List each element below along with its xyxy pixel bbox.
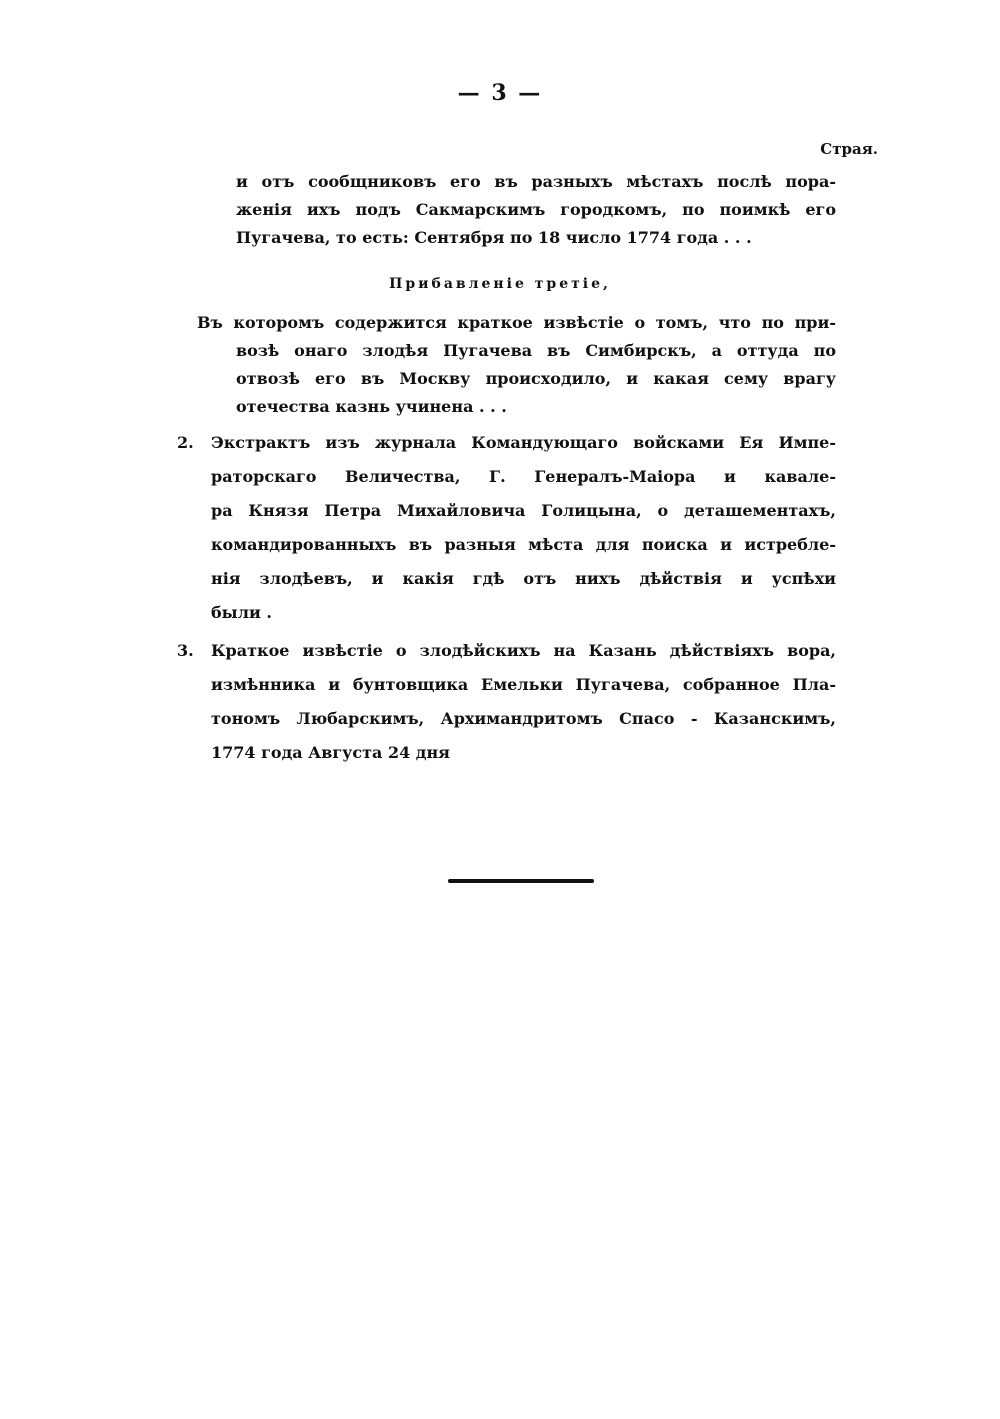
entry-line: отечества казнь учинена . . . bbox=[236, 397, 507, 416]
entry-line: Въ которомъ содержится краткое извѣстіе о томъ, что по при- bbox=[197, 313, 836, 332]
entry-line: и отъ сообщниковъ его въ разныхъ мѣстахъ послѣ пора- bbox=[236, 172, 836, 191]
entry-line: ра Князя Петра Михайловича Голицына, о деташементахъ, bbox=[211, 501, 836, 520]
entry-line: Пугачева, то есть: Сентября по 18 число 1774 года . . . bbox=[236, 228, 752, 247]
entry-line: тономъ Любарскимъ, Архимандритомъ Спасо - Казанскимъ, bbox=[211, 709, 836, 728]
entry-number: 3. bbox=[177, 641, 194, 660]
entry-line: раторскаго Величества, Г. Генералъ-Маіора и кавале- bbox=[211, 467, 836, 486]
entry-line: отвозѣ его въ Москву происходило, и какая сему врагу bbox=[236, 369, 836, 388]
entry-line: 1774 года Августа 24 дня bbox=[211, 743, 450, 762]
entry-line: были . bbox=[211, 603, 272, 622]
page-column-header: Страя. bbox=[820, 140, 878, 158]
entry-line: измѣнника и бунтовщика Емельки Пугачева, собранное Пла- bbox=[211, 675, 836, 694]
entry-line: нія злодѣевъ, и какія гдѣ отъ нихъ дѣйствія и успѣхи bbox=[211, 569, 836, 588]
entry-line: возѣ онаго злодѣя Пугачева въ Симбирскъ, а оттуда по bbox=[236, 341, 836, 360]
entry-number: 2. bbox=[177, 433, 194, 452]
entry-line: командированныхъ въ разныя мѣста для поиска и истребле- bbox=[211, 535, 836, 554]
entry-line: Экстрактъ изъ журнала Командующаго войсками Ея Импе- bbox=[211, 433, 836, 452]
entry-line: женія ихъ подъ Сакмарскимъ городкомъ, по поимкѣ его bbox=[236, 200, 836, 219]
end-ornament-rule bbox=[448, 879, 594, 883]
page-number: — 3 — bbox=[457, 80, 543, 106]
entry-line: Краткое извѣстіе о злодѣйскихъ на Казань дѣйствіяхъ вора, bbox=[211, 641, 836, 660]
section-heading: Прибавленіе третіе, bbox=[389, 276, 611, 292]
